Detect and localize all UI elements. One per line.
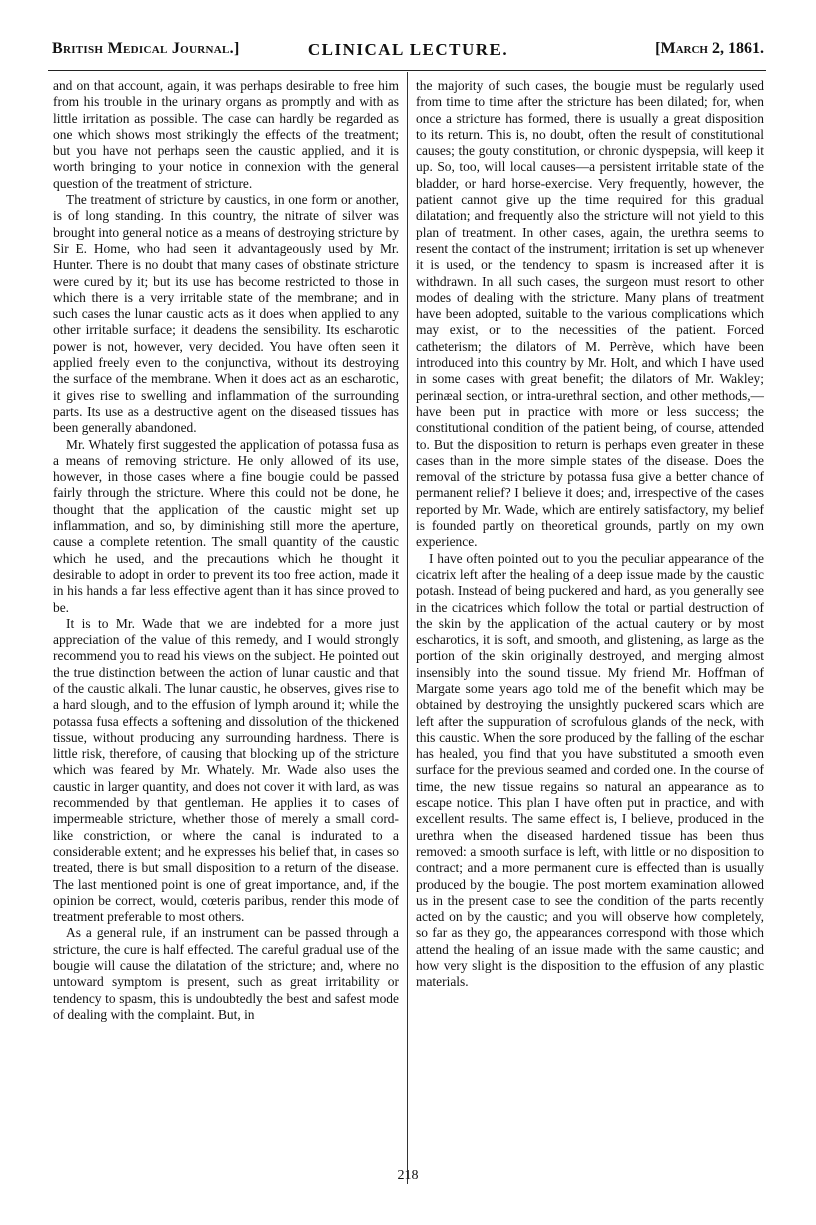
left-column — [53, 78, 399, 1023]
journal-title: British Medical Journal.] — [52, 40, 240, 57]
paragraph: The treatment of stricture by caustics, in one form or another, is of long standing. In this country, the nitrate of silver was brought into general notice as a means of destroying stricture by Sir E. Home, who had seen it advantageously used by Mr. Hunter. There is no doubt that many cases of obstinate stricture were cured by it; but its use has become restricted to those in which there is a very irritable state of the membrane; and in such cases the lunar caustic acts as it does when applied to any other irritable surface; it deadens the sensibility. Its escharotic power is not, however, very decided. You have often seen it applied freely even to the conjunctiva, without its destroying the surface of the membrane. When it does act as an escharotic, it gives rise to swelling and inflammation of the surrounding parts. Its use as a destructive agent on the diseased tissues has been generally abandoned. — [53, 192, 399, 436]
page-number: 218 — [397, 1168, 419, 1183]
section-title: CLINICAL LECTURE. — [307, 40, 509, 59]
header-rule — [48, 70, 766, 71]
paragraph: and on that account, again, it was perhaps desirable to free him from his trouble in the urinary organs as promptly and with as little irritation as possible. The case can hardly be regarded as one which shows most strikingly the effects of the treatment; but you have not perhaps seen the caustic applied, and it is worth bringing to your notice in connexion with the general question of the treatment of stricture. — [53, 78, 399, 191]
paragraph: Mr. Whately first suggested the application of potassa fusa as a means of removing stricture. He only allowed of its use, however, in those cases where a fine bougie could be passed fairly through the stricture. Where this could not be done, he thought that the application of the caustic might set up inflammation, and so, by diminishing still more the aperture, cause a complete retention. The small quantity of the caustic which he used, and the precautions which he thought it desirable to adopt in order to prevent its too free action, made it in his hands a far less effective agent than it has since proved to be. — [53, 436, 399, 615]
issue-date: [March 2, 1861. — [655, 40, 764, 57]
paragraph: It is to Mr. Wade that we are indebted for a more just appreciation of the value of this remedy, and I would strongly recommend you to read his views on the subject. He pointed out the true distinction between the action of lunar caustic and that of the caustic alkali. The lunar caustic, he observes, gives rise to a hard slough, and to the effusion of lymph around it; while the potassa fusa effects a softening and dissolution of the thickened tissue, without producing any surrounding hardness. There is little risk, therefore, of causing that blocking up of the stricture which was feared by Mr. Whately. Mr. Wade also uses the caustic in larger quantity, and does not cover it with lard, as was recommended by that gentleman. He applies it to cases of impermeable stricture, whether those of merely a small cord-like constriction, or where the canal is indurated to a considerable extent; and he expresses his belief that, in cases so treated, there is but small disposition to a return of the disease. The last mentioned point is one of great importance, and, if the opinion be correct, would, cœteris paribus, render this mode of treatment preferable to most others. — [53, 615, 399, 925]
column-divider — [407, 72, 408, 1184]
right-column — [416, 78, 764, 991]
paragraph: the majority of such cases, the bougie must be regularly used from time to time after the stricture has been dilated; for, when once a stricture has formed, there is usually a great disposition to its return. This is, no doubt, often the result of constitutional causes; the gouty constitution, or chronic dyspepsia, will keep it up. So, too, will local causes—a persistent irritable state of the bladder, or hard horse-exercise. Very frequently, however, the patient cannot give up the time required for this gradual dilatation; and frequently also the stricture will not yield to this plan of treatment. In other cases, again, the urethra seems to resent the contact of the instrument; irritation is set up whenever it is used, or the tendency to spasm is increased after it is withdrawn. In all such cases, the surgeon must resort to other modes of dealing with the stricture. Many plans of treatment have been adopted, suitable to the various complications which may exist, or to the necessities of the patient. Forced catheterism; the dilators of M. Perrève, which have been introduced into this country by Mr. Holt, and which I have used in some cases with great benefit; the dilators of Mr. Wakley; perinæal section, or intra-urethral section, and other methods,—have been put in practice with more or less success; the constitutional condition of the patient being, of course, attended to. But the disposition to return is perhaps even greater in these cases than in the more simple states of the disease. Does the removal of the stricture by potassa fusa give a better chance of permanent relief? I believe it does; and, irrespective of the cases reported by Mr. Wade, which are entirely satisfactory, my belief is founded partly on theoretical grounds, partly on my own experience. — [416, 78, 764, 550]
paragraph: As a general rule, if an instrument can be passed through a stricture, the cure is half effected. The careful gradual use of the bougie will cause the dilatation of the stricture; and, where no untoward symptom is present, such as great irritability or tendency to spasm, this is undoubtedly the best and safest mode of dealing with the complaint. But, in — [53, 925, 399, 1022]
paragraph: I have often pointed out to you the peculiar appearance of the cicatrix left after the healing of a deep issue made by the caustic potash. Instead of being puckered and hard, as you generally see in the cicatrices which follow the total or partial destruction of the skin by the application of the actual cautery or by most escharotics, it is soft, and smooth, and glistening, as large as the portion of the skin originally destroyed, and merging almost insensibly into the sound tissue. My friend Mr. Hoffman of Margate some years ago told me of the benefit which may be obtained by destroying the unsightly puckered scars which are left after the suppuration of scrofulous glands of the neck, with this caustic. When the sore produced by the falling of the eschar has healed, you find that you have substituted a smooth even surface for the previous seamed and corded one. In the course of time, the new tissue regains so natural an appearance as to escape notice. This plan I have often put in practice, and with excellent results. The same effect is, I believe, produced in the urethra when the diseased hardened tissue has been thus removed: a smooth surface is left, with little or no disposition to contract; and a more permanent cure is effected than is usually produced by the bougie. The post mortem examination allowed us in the present case to see the condition of the parts recently acted on by the caustic; and you will observe how completely, so far as they go, the appearances correspond with those which attend the healing of an issue made with the same caustic; and how very slight is the disposition to the effusion of any plastic materials. — [416, 550, 764, 990]
running-header — [52, 36, 764, 66]
